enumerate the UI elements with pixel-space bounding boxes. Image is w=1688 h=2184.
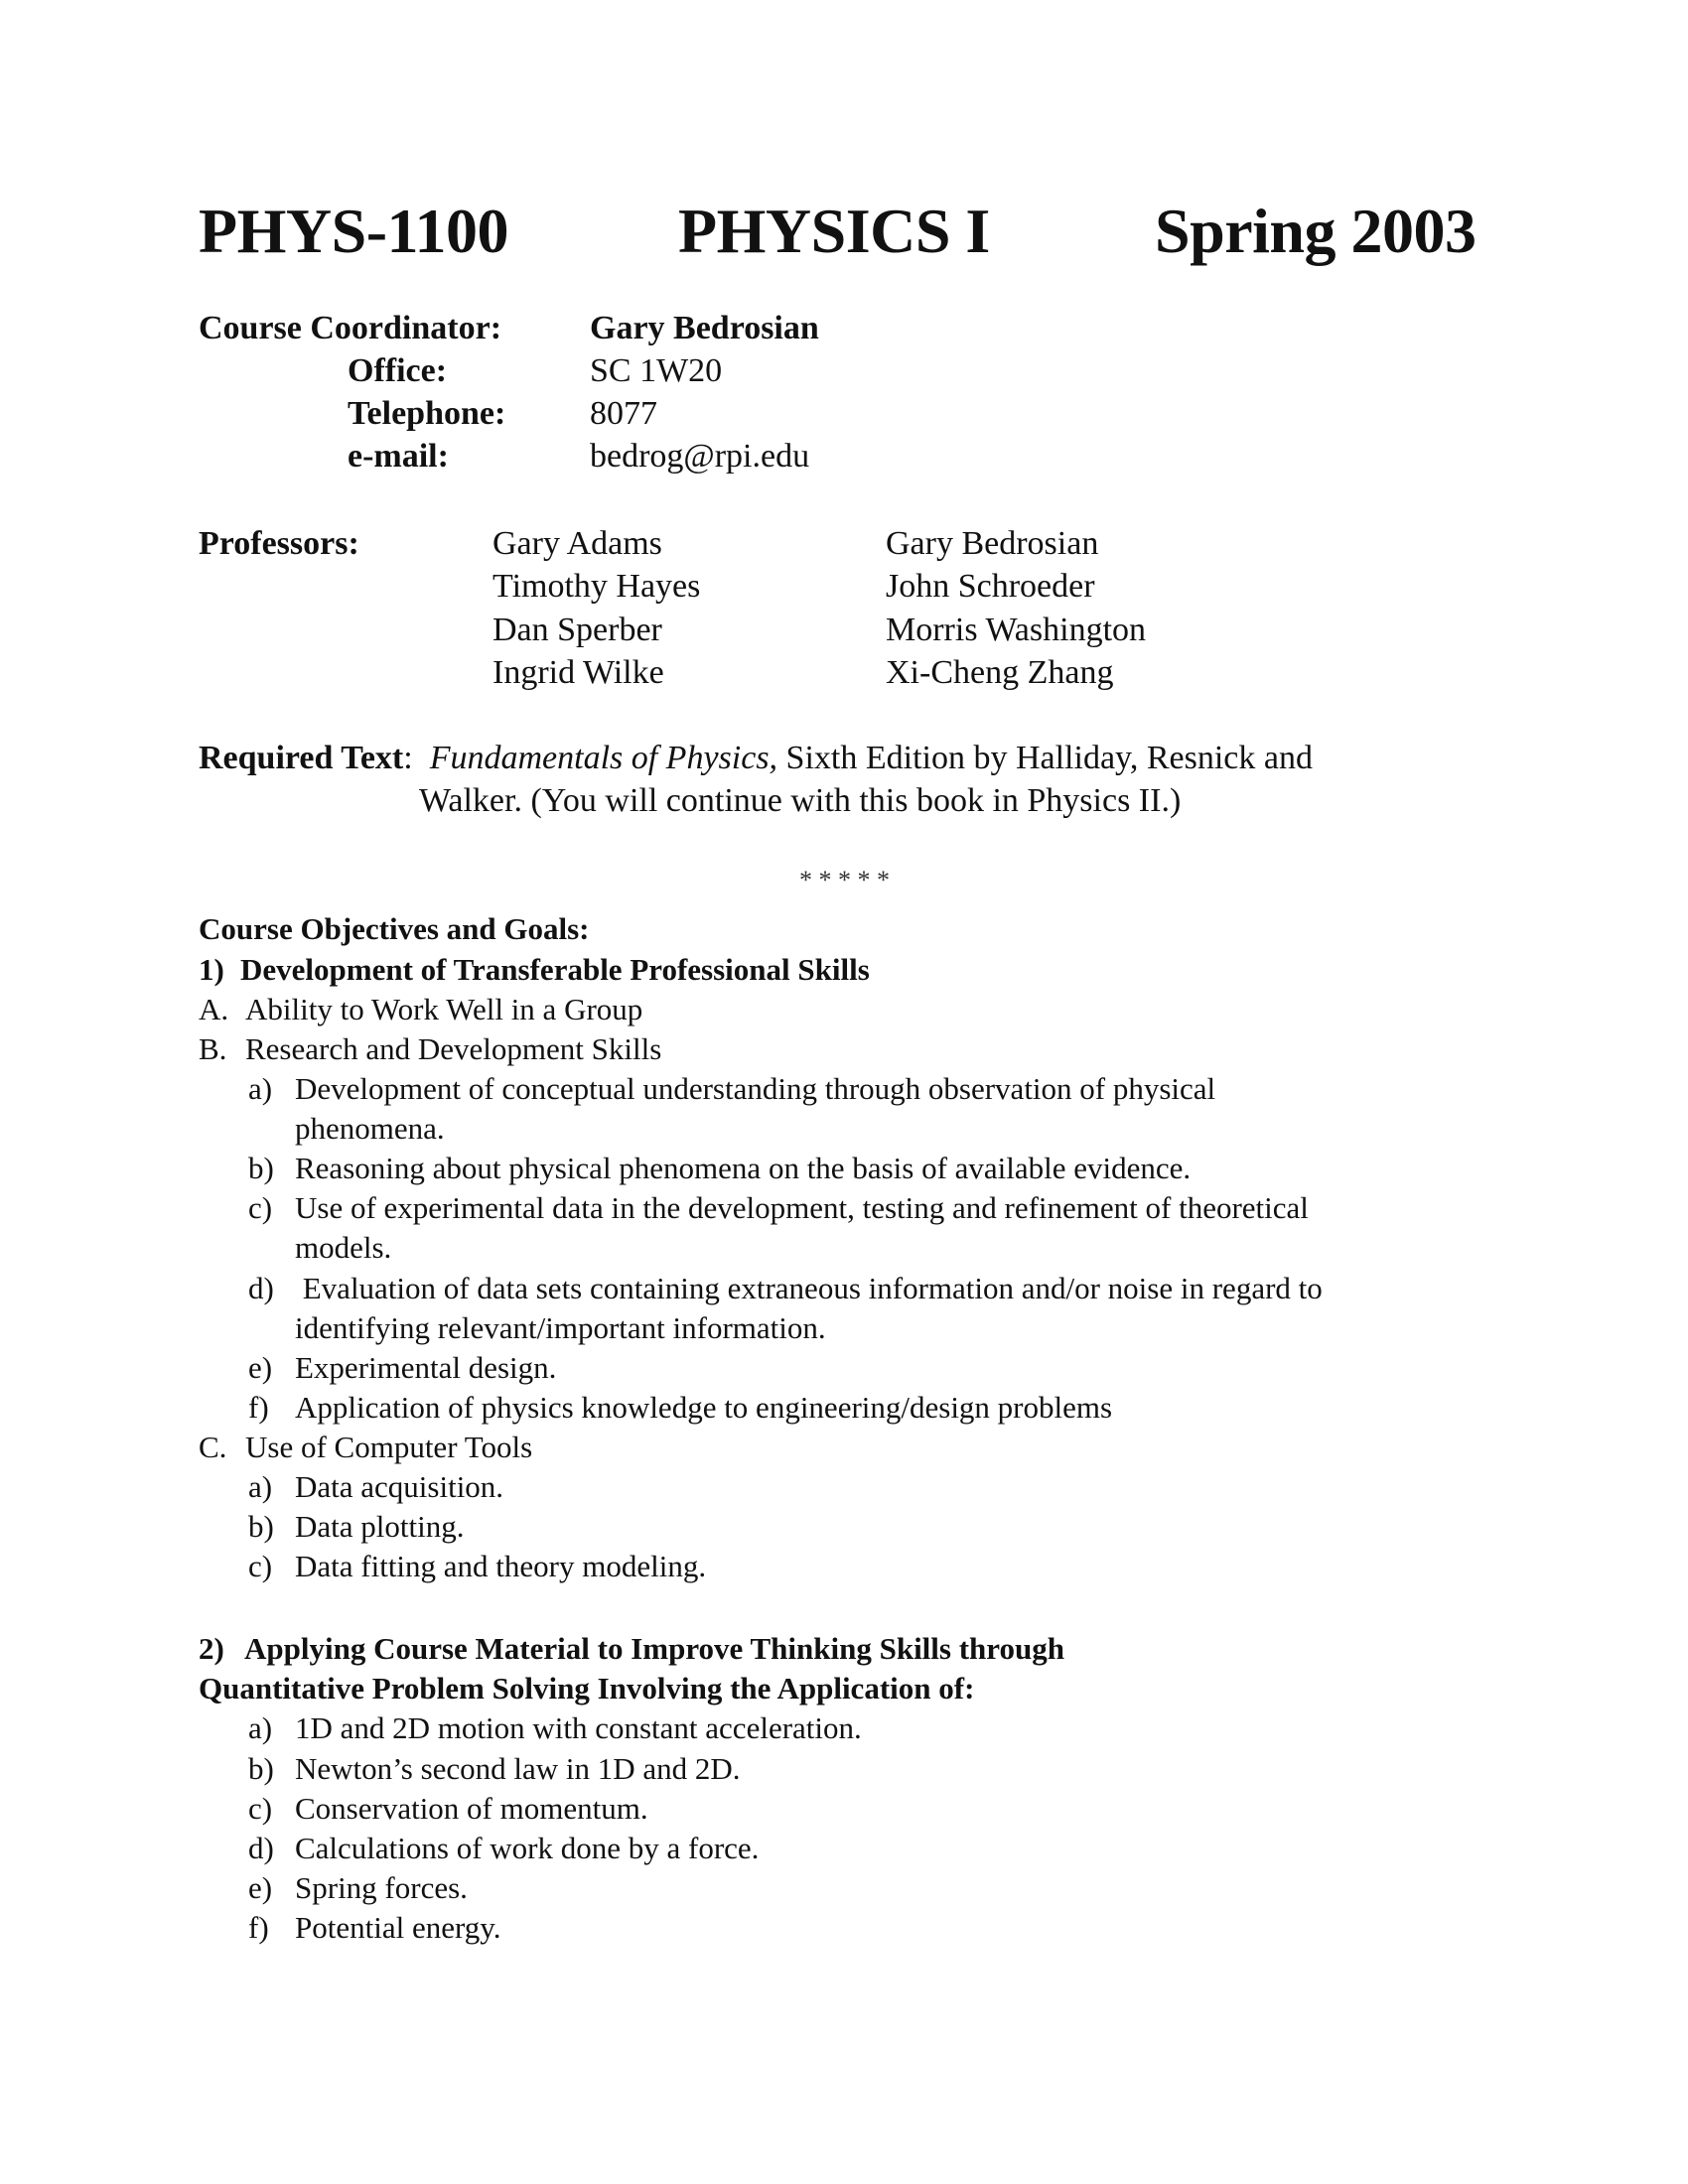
professor-name: Xi-Cheng Zhang	[886, 654, 1114, 691]
list-marker: d)	[248, 1271, 274, 1305]
list-marker: B.	[199, 1031, 227, 1066]
list-item: Potential energy.	[295, 1910, 501, 1945]
list-item: Data plotting.	[295, 1509, 465, 1544]
list-item: Calculations of work done by a force.	[295, 1831, 760, 1865]
list-item: Newton’s second law in 1D and 2D.	[295, 1751, 741, 1786]
coordinator-label: Course Coordinator:	[199, 310, 502, 346]
list-item-group-work: Ability to Work Well in a Group	[245, 992, 643, 1026]
list-marker: A.	[199, 992, 229, 1026]
list-item: Reasoning about physical phenomena on the basis of available evidence.	[295, 1151, 1192, 1185]
list-marker: a)	[248, 1710, 273, 1745]
list-marker: b)	[248, 1751, 274, 1786]
list-item: Spring forces.	[295, 1870, 468, 1905]
book-title: Fundamentals of Physics,	[429, 740, 778, 776]
book-details: Sixth Edition by Halliday, Resnick and	[777, 740, 1313, 776]
list-item: Conservation of momentum.	[295, 1791, 648, 1826]
list-item-continuation: phenomena.	[295, 1111, 445, 1146]
list-item: 1D and 2D motion with constant acceleration.	[295, 1710, 862, 1745]
email-label: e-mail:	[348, 438, 449, 475]
list-item-continuation: models.	[295, 1230, 392, 1265]
professor-name: Dan Sperber	[492, 612, 662, 648]
section1-title: Development of Transferable Professional Skills	[240, 952, 870, 987]
list-marker: a)	[248, 1469, 273, 1504]
course-term: Spring 2003	[1155, 196, 1477, 266]
list-marker: c)	[248, 1549, 273, 1583]
professor-name: Ingrid Wilke	[492, 654, 664, 691]
list-marker: b)	[248, 1509, 274, 1544]
course-code: PHYS-1100	[199, 196, 508, 266]
list-item: Use of experimental data in the development, testing and refinement of theoretical	[295, 1190, 1309, 1225]
required-text-line1	[199, 740, 1313, 777]
telephone-value: 8077	[590, 395, 657, 432]
list-item-continuation: identifying relevant/important information.	[295, 1310, 826, 1345]
office-label: Office:	[348, 352, 448, 389]
objectives-heading: Course Objectives and Goals:	[199, 911, 590, 946]
list-marker: c)	[248, 1791, 273, 1826]
list-marker: b)	[248, 1151, 274, 1185]
list-item: Experimental design.	[295, 1350, 557, 1385]
list-marker: e)	[248, 1870, 273, 1905]
professors-label: Professors:	[199, 525, 359, 562]
course-name: PHYSICS I	[678, 196, 990, 266]
professor-name: Timothy Hayes	[492, 568, 701, 605]
section2-marker: 2)	[199, 1631, 224, 1666]
list-marker: C.	[199, 1430, 227, 1464]
email-link[interactable]: bedrog@rpi.edu	[590, 438, 810, 475]
list-marker: f)	[248, 1910, 269, 1945]
list-item-computer-tools: Use of Computer Tools	[245, 1430, 533, 1464]
list-marker: e)	[248, 1350, 273, 1385]
list-marker: a)	[248, 1071, 273, 1106]
professor-name: Morris Washington	[886, 612, 1147, 648]
list-item: Application of physics knowledge to engineering/design problems	[295, 1390, 1113, 1425]
office-value: SC 1W20	[590, 352, 723, 389]
section2-title-line2: Quantitative Problem Solving Involving the Application of:	[199, 1671, 975, 1706]
required-text-label: Required Text	[199, 740, 404, 776]
list-item-research: Research and Development Skills	[245, 1031, 662, 1066]
list-marker: f)	[248, 1390, 269, 1425]
list-item: Data acquisition.	[295, 1469, 504, 1504]
list-marker: d)	[248, 1831, 274, 1865]
list-marker: c)	[248, 1190, 273, 1225]
professor-name: Gary Bedrosian	[886, 525, 1099, 562]
list-item: Data fitting and theory modeling.	[295, 1549, 707, 1583]
section1-marker: 1)	[199, 952, 224, 987]
telephone-label: Telephone:	[348, 395, 506, 432]
professor-name: Gary Adams	[492, 525, 662, 562]
list-item: Development of conceptual understanding through observation of physical	[295, 1071, 1216, 1106]
list-item: Evaluation of data sets containing extraneous information and/or noise in regard to	[295, 1271, 1323, 1305]
coordinator-name: Gary Bedrosian	[590, 310, 819, 346]
required-text-colon: :	[403, 740, 413, 776]
required-text-line2: Walker. (You will continue with this book in Physics II.)	[419, 782, 1182, 819]
section2-title-line1: Applying Course Material to Improve Thinking Skills through	[244, 1631, 1064, 1666]
professor-name: John Schroeder	[886, 568, 1095, 605]
section-separator: * * * * *	[799, 866, 890, 894]
